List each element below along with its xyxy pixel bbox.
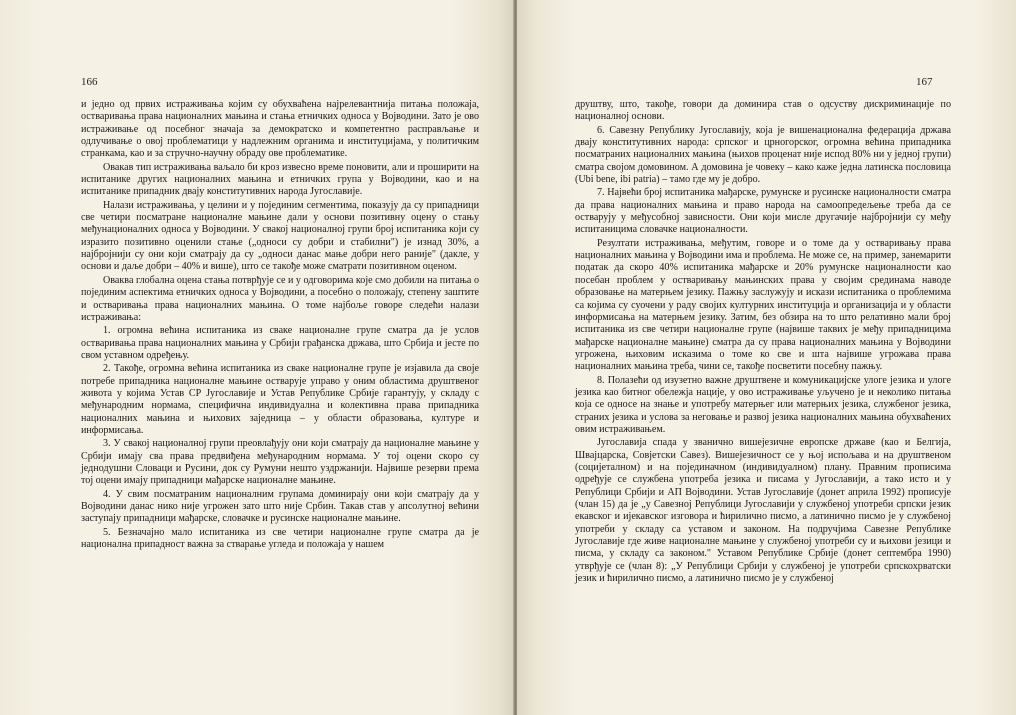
right-page-text: [575, 99, 951, 585]
paragraph: 8. Полазећи од изузетно важне друштвене и комуникацијске улоге језика и улоге језика као битног обележја нације, у ово истраживање уључено је и неколико питања која се односе на знање и употребу матерњег или матерњих језика, службеног језика, страних језика и услова за неговање и развој језика националних мањина обухваћених овим истраживањем.: [575, 374, 951, 435]
paragraph: 2. Такође, огромна већина испитаника из сваке националне групе је изјавила да своје потребе припадника националне мањине остварује управо у оним областима друштвеног живота у којима Устав СР Југославије и Устав Републике Србије гарантују, у складу с међународним нормама, специфична индивидуална и колективна права припадника националних мањина и њихових заједница – у области образовања, културе и информисања.: [81, 363, 479, 436]
page-number-left: 166: [81, 76, 98, 88]
paragraph: 4. У свим посматраним националним групама доминирају они који сматрају да у Војводини данас нико није угрожен зато што није Србин. Такав став у апсолутној већини заступају припадници мађарске, словачке и русинске националне мањине.: [81, 488, 479, 525]
paragraph: 6. Савезну Републику Југославију, која је вишенационална федерација држава двају конститутивних народа: српског и црногорског, огромна већина припадника посматраних националних мањина (њихов проценат није испод 80% ни у једној групи) сматра својом домовином. А домовина је човеку – како каже једна латинска пословица (Ubi bene, ibi patria) – тамо где му је добро.: [575, 124, 951, 186]
paragraph: 5. Безначајно мало испитаника из све четири националне групе сматра да је национална припадност важна за стварање угледа и положаја у нашем: [81, 526, 479, 551]
paragraph: и једно од првих истраживања којим су обухваћена најрелевантнија питања положаја, остваривања права националних мањина и стања етничких односа у Војводини. Зато је ово истраживање од посебног значаја за демократско и компетентно расправљање и одлучивање о овој проблематици у надлежним органима и институцијама, у политичким странкама, као и за стручно-научну обраду ове проблематике.: [81, 99, 479, 160]
paragraph: 3. У свакој националној групи преовлађују они који сматрају да националне мањине у Србији имају сва права предвиђена међународним нормама. У тој оцени скоро су једнодушни Словаци и Русини, док су Румуни нешто уздржанији. Највише резерви према тој оцени имају припадници мађарске националне мањине.: [81, 438, 479, 487]
left-page-text: [81, 99, 479, 551]
paragraph: Резултати истраживања, међутим, говоре и о томе да у остваривању права националних мањина у Војводини има и проблема. Не може се, на пример, занемарити податак да скоро 40% испитаника мађарске и 20% румунске националности као посебан проблем у остваривању мањинских права у својим срединама наводе образовање на матерњем језику. Пажњу заслужују и искази испитаника о проблемима са којима су суочени у раду својих културних институција и организација и у области информисања на матерњем језику. Затим, без обзира на то што релативно мали број испитаника из све четири националне групе (највише таквих је међу припадницима мађарске националне мањине) сматра да су права националних мањина у Војводини угрожена, њиховим исказима о томе ко све и шта највише угрожава права националних мањина треба, чини се, такође посветити посебну пажњу.: [575, 237, 951, 373]
paragraph: 1. огромна већина испитаника из сваке националне групе сматра да је услов остваривања права националних мањина у Србији грађанска држава, што Србија и јесте по свом уставном одређењу.: [81, 325, 479, 361]
paragraph: Оваква глобална оцена стања потврђује се и у одговорима које смо добили на питања о појединим аспектима етничких односа у Војводини, а посебно о положају, степену заштите и остваривања права националних мањина. О томе најбоље говоре следећи налази истраживања:: [81, 274, 479, 323]
paragraph: Овакав тип истраживања ваљало би кроз извесно време поновити, али и проширити на испитанике других националних мањина и етничких група у Војводини, као и на испитанике припадник двају конститутивних народа Југославије.: [81, 161, 479, 198]
paragraph: Налази истраживања, у целини и у појединим сегментима, показују да су припадници све четири посматране националне мањине дали у основи позитивну оцену о стању међунационалних односа у Војводини. У свакој националној групи број испитаника који су изразито позитивно оценили стање („односи су добри и стабилни") је изнад 30%, а најбројнији су они који сматрају да су „односи данас мање добри него раније" (дакле, у основи и даље добри – 40% и више), што се такође може сматрати позитивном оценом.: [81, 199, 479, 273]
paragraph: 7. Највећи број испитаника мађарске, румунске и русинске националности сматра да права националних мањина и право народа на самоопредељење треба да се остварују у међусобној зависности. Они који мисле другачије најбројнији су међу испитаницима словачке националности.: [575, 187, 951, 236]
page-number-right: 167: [916, 76, 933, 88]
paragraph: друштву, што, такође, говори да доминира став о одсуству дискриминације по националној основи.: [575, 99, 951, 123]
paragraph: Југославија спада у званично вишејезичне европске државе (као и Белгија, Швајцарска, Совјетски Савез). Вишејезичност се у њој испољава и на друштвеном (социјеталном) и на појединачном (индивидуалном) плану. Правним прописима одређује се службена употреба језика и писама у Југославији, а тако исто и у Републици Србији и АП Војводини. Устав Југославије (донет априла 1992) прописује (члан 15) да је „у Савезној Републици Југославији у службеној употреби српски језик екавског и ијекавског изговора и ћирилично писмо, а латинично писмо је у службеној употреби у складу са уставом и законом. На подручјима Савезне Републике Југославије где живе националне мањине у службеној употреби су и њихови језици и писма, у складу са законом." Уставом Републике Србије (донет септембра 1990) утврђује се (члан 8): „У Републици Србији у службеној је употреби српскохрватски језик и ћирилично писмо, а латинично писмо је у службеној: [575, 437, 951, 585]
